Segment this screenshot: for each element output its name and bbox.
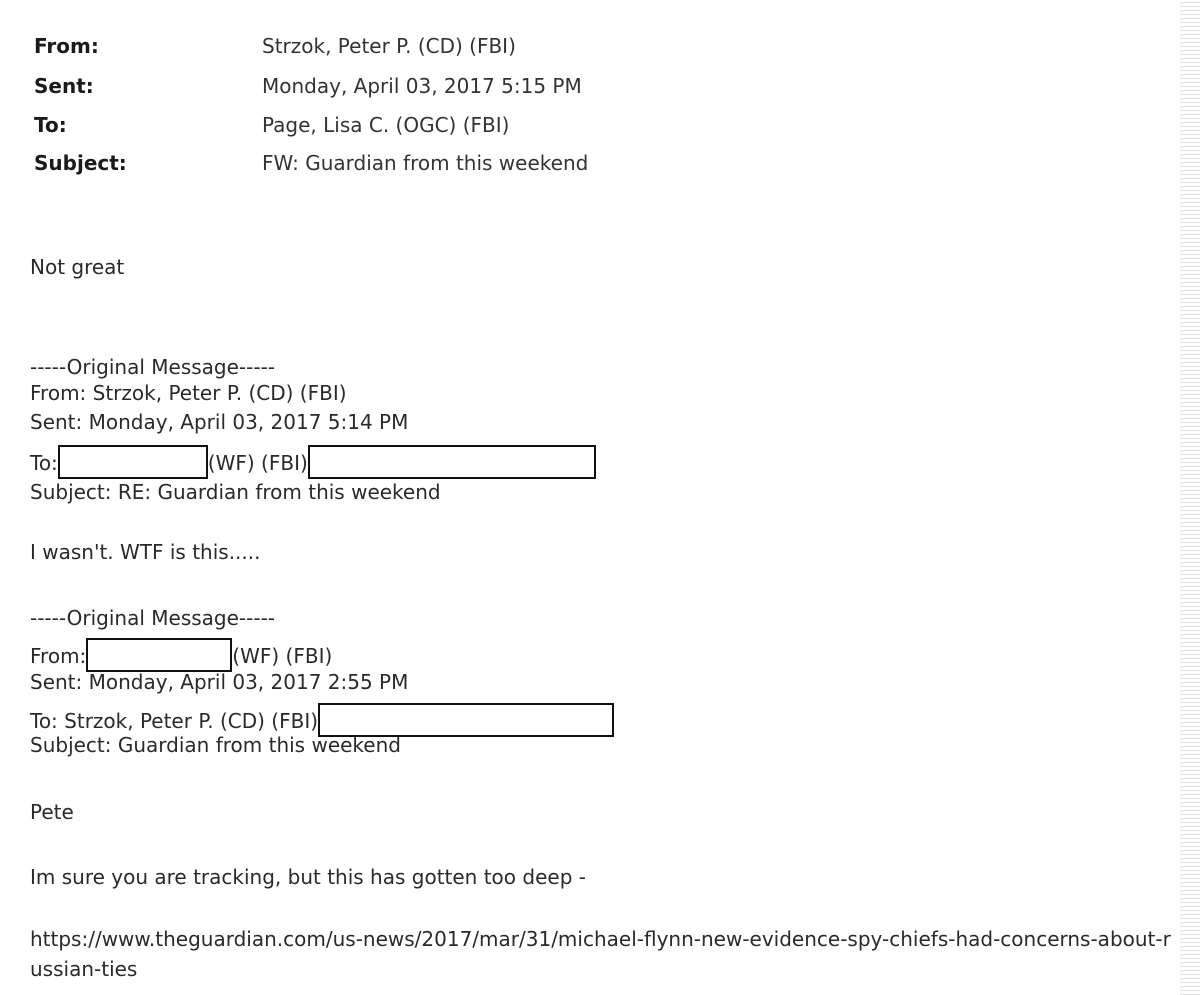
orig1-divider: -----Original Message----- xyxy=(30,355,275,379)
header-to-value: Page, Lisa C. (OGC) (FBI) xyxy=(262,113,510,137)
orig1-to-prefix: To: xyxy=(30,451,58,475)
orig1-to-middle: (WF) (FBI) xyxy=(207,451,308,475)
orig2-from-suffix: (WF) (FBI) xyxy=(232,644,333,668)
header-sent-label: Sent: xyxy=(34,74,94,98)
orig1-text: I wasn't. WTF is this..... xyxy=(30,540,261,564)
orig1-from: From: Strzok, Peter P. (CD) (FBI) xyxy=(30,381,347,405)
orig2-subject: Subject: Guardian from this weekend xyxy=(30,733,401,757)
article-url: https://www.theguardian.com/us-news/2017/mar/31/michael-flynn-new-evidence-spy-chiefs-had-concerns-about-russian-ties xyxy=(30,927,1171,981)
orig2-text: Im sure you are tracking, but this has gotten too deep - xyxy=(30,865,586,889)
redaction-box xyxy=(318,703,614,737)
orig1-to-row xyxy=(30,445,596,479)
orig2-divider: -----Original Message----- xyxy=(30,606,275,630)
orig2-to-prefix: To: Strzok, Peter P. (CD) (FBI) xyxy=(30,709,319,733)
header-to-label: To: xyxy=(34,113,67,137)
header-subject-value: FW: Guardian from this weekend xyxy=(262,151,589,175)
orig2-greeting: Pete xyxy=(30,800,74,824)
header-from-label: From: xyxy=(34,34,99,58)
header-subject-label: Subject: xyxy=(34,151,127,175)
orig1-sent: Sent: Monday, April 03, 2017 5:14 PM xyxy=(30,410,409,434)
orig2-to-row xyxy=(30,703,614,737)
orig2-from-prefix: From: xyxy=(30,644,87,668)
scan-edge-texture xyxy=(1180,0,1200,995)
reply-text: Not great xyxy=(30,255,125,279)
redaction-box xyxy=(86,638,232,672)
orig2-from-row xyxy=(30,638,332,672)
redaction-box xyxy=(308,445,596,479)
header-from-value: Strzok, Peter P. (CD) (FBI) xyxy=(262,34,516,58)
orig2-sent: Sent: Monday, April 03, 2017 2:55 PM xyxy=(30,670,409,694)
orig1-subject: Subject: RE: Guardian from this weekend xyxy=(30,480,441,504)
header-sent-value: Monday, April 03, 2017 5:15 PM xyxy=(262,74,582,98)
redaction-box xyxy=(58,445,208,479)
